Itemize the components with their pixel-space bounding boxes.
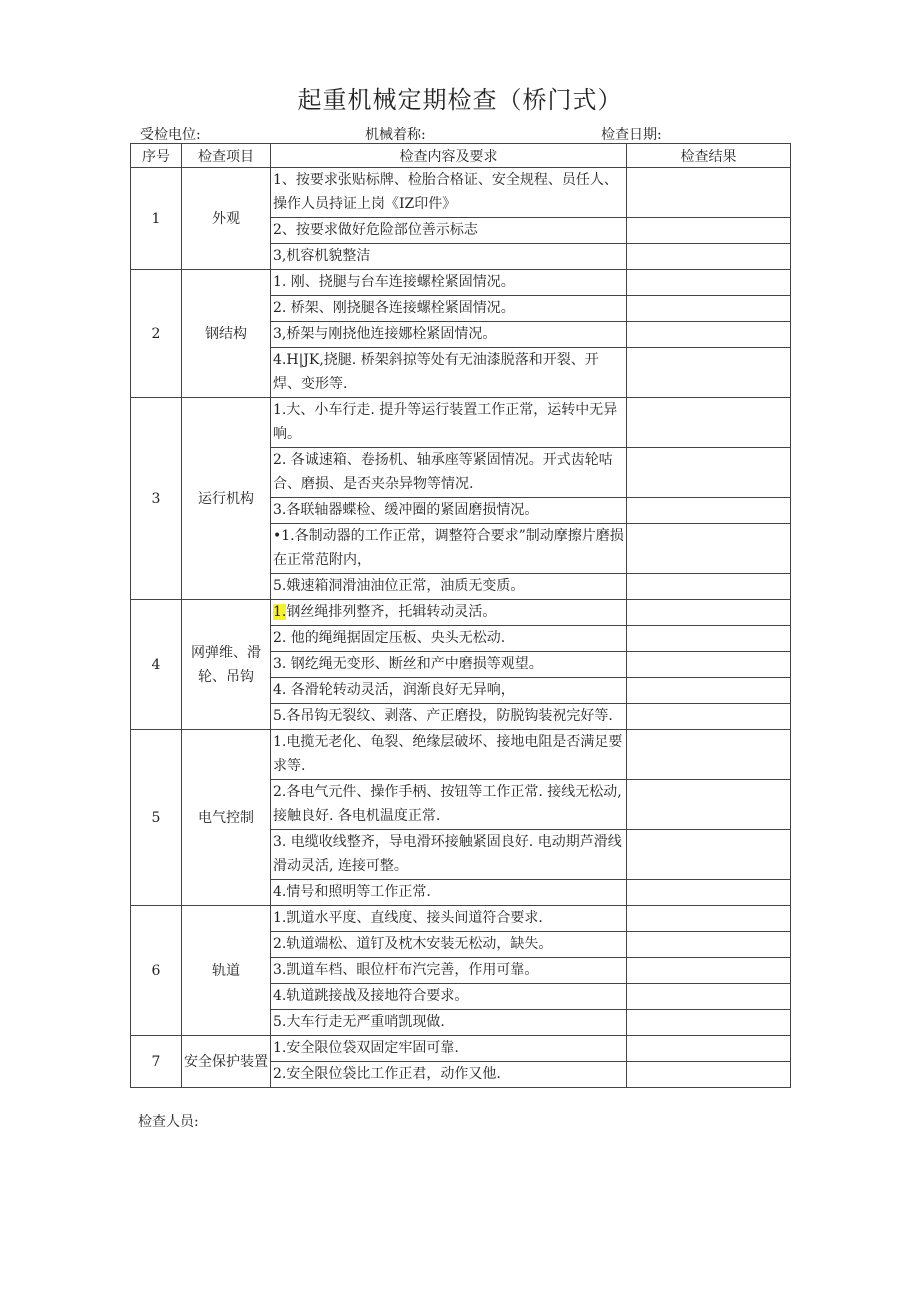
requirement-text: 1、按要求张贴标牌、检胎合格证、安全规程、员任人、操作人员持证上岗《IZ印件》 [271, 168, 627, 218]
result-cell[interactable] [627, 168, 791, 218]
section-item: 轨道 [182, 906, 271, 1036]
machine-name-label: 机械着称: [365, 127, 426, 143]
requirement-text: 1.大、小车行走. 提升等运行装置工作正常，运转中无异响。 [271, 398, 627, 448]
requirement-text: 1.电揽无老化、龟裂、绝缘层破坏、接地电阻是否满足要求等. [271, 730, 627, 780]
requirement-text: 3.凯道车档、眼位杆布汽完善，作用可靠。 [271, 958, 627, 984]
requirement-text: 4.轨道跳接战及接地符合要求。 [271, 984, 627, 1010]
section-item: 外观 [182, 168, 271, 270]
result-cell[interactable] [627, 218, 791, 244]
table-header-row [131, 144, 791, 168]
result-cell[interactable] [627, 932, 791, 958]
result-cell[interactable] [627, 626, 791, 652]
result-cell[interactable] [627, 398, 791, 448]
section-item: 网弹维、滑轮、吊钩 [182, 600, 271, 730]
table-row [131, 1036, 791, 1062]
header-content: 检查内容及要求 [271, 144, 627, 168]
requirement-text: 5.娥速箱洞滑油油位正常，油质无变质。 [271, 574, 627, 600]
header-item: 检查项目 [182, 144, 271, 168]
requirement-text: 3,机容机貌整洁 [271, 244, 627, 270]
result-cell[interactable] [627, 348, 791, 398]
requirement-text: 2.轨道端松、道钉及枕木安装无松动，缺失。 [271, 932, 627, 958]
result-cell[interactable] [627, 830, 791, 880]
result-cell[interactable] [627, 652, 791, 678]
table-row [131, 600, 791, 626]
section-number: 5 [131, 730, 182, 906]
requirement-text: 3. 电缆收线整齐，导电滑环接触紧固良好. 电动期芦滑线滑动灵活, 连接可整。 [271, 830, 627, 880]
result-cell[interactable] [627, 244, 791, 270]
result-cell[interactable] [627, 600, 791, 626]
result-cell[interactable] [627, 780, 791, 830]
table-row [131, 398, 791, 448]
requirement-text: 5.大车行走无严重哨凯现做. [271, 1010, 627, 1036]
section-number: 3 [131, 398, 182, 600]
section-number: 2 [131, 270, 182, 398]
inspection-table [130, 143, 791, 1088]
section-item: 电气控制 [182, 730, 271, 906]
result-cell[interactable] [627, 704, 791, 730]
requirement-text: 1. 刚、挠腿与台车连接螺栓紧固情况。 [271, 270, 627, 296]
requirement-text: 2.安全限位袋比工作正君，动作又他. [271, 1062, 627, 1088]
inspected-unit-label: 受检电位: [140, 127, 201, 143]
section-item: 钢结构 [182, 270, 271, 398]
requirement-text: 3,桥架与刚挠他连接娜栓紧固情况。 [271, 322, 627, 348]
table-row [131, 270, 791, 296]
result-cell[interactable] [627, 524, 791, 574]
requirement-text: 2、按要求做好危险部位善示标志 [271, 218, 627, 244]
section-item: 安全保护装置 [182, 1036, 271, 1088]
header-seq: 序号 [131, 144, 182, 168]
requirement-rest: 钢丝绳排列整齐，托辑转动灵活。 [286, 604, 497, 620]
result-cell[interactable] [627, 498, 791, 524]
result-cell[interactable] [627, 958, 791, 984]
result-cell[interactable] [627, 270, 791, 296]
table-row [131, 730, 791, 780]
result-cell[interactable] [627, 1036, 791, 1062]
requirement-text: 5.各吊钩无裂纹、剥落、产正磨投，防脱钩装祝完好等. [271, 704, 627, 730]
requirement-text: 1.安全限位袋双固定牢固可靠. [271, 1036, 627, 1062]
result-cell[interactable] [627, 574, 791, 600]
inspection-date-label: 检查日期: [601, 127, 662, 143]
requirement-text: 1.凯道水平度、直线度、接头间道符合要求. [271, 906, 627, 932]
section-number: 4 [131, 600, 182, 730]
requirement-text: 3.各联轴器蝶检、缓冲圈的紧固磨损情况。 [271, 498, 627, 524]
result-cell[interactable] [627, 448, 791, 498]
result-cell[interactable] [627, 730, 791, 780]
requirement-text: 3. 钢纥绳无变形、断丝和产中磨损等观望。 [271, 652, 627, 678]
result-cell[interactable] [627, 1062, 791, 1088]
page-title: 起重机械定期检查（桥门式） [297, 86, 623, 114]
result-cell[interactable] [627, 678, 791, 704]
highlighted-number: 1. [273, 604, 287, 620]
requirement-text: 2.各电气元件、操作手柄、按钮等工作正常. 接线无松动, 接触良好. 各电机温度正常. [271, 780, 627, 830]
requirement-text: 4.H|JK,挠腿. 桥架斜掠等处有无油漆脱落和开裂、开焊、变形等. [271, 348, 627, 398]
result-cell[interactable] [627, 880, 791, 906]
requirement-text: 2. 他的绳绳据固定压板、央头无松动. [271, 626, 627, 652]
requirement-text: •1.各制动器的工作正常，调整符合要求”制动摩擦片磨损在正常范附内， [271, 524, 627, 574]
section-number: 1 [131, 168, 182, 270]
requirement-text: 4.情号和照明等工作正常. [271, 880, 627, 906]
section-number: 6 [131, 906, 182, 1036]
requirement-text: 2. 桥架、刚挠腿各连接螺栓紧固情况。 [271, 296, 627, 322]
requirement-text: 4. 各滑轮转动灵活，润渐良好无异响， [271, 678, 627, 704]
section-number: 7 [131, 1036, 182, 1088]
header-result: 检查结果 [627, 144, 791, 168]
section-item: 运行机构 [182, 398, 271, 600]
result-cell[interactable] [627, 906, 791, 932]
result-cell[interactable] [627, 984, 791, 1010]
result-cell[interactable] [627, 1010, 791, 1036]
table-row [131, 168, 791, 218]
requirement-text: 2. 各诚速箱、卷扬机、轴承座等紧固情况。开式齿轮咕合、磨损、是否夹杂异物等情况. [271, 448, 627, 498]
result-cell[interactable] [627, 296, 791, 322]
inspector-label: 检查人员: [138, 1114, 199, 1130]
table-row [131, 906, 791, 932]
result-cell[interactable] [627, 322, 791, 348]
requirement-text [271, 600, 627, 626]
